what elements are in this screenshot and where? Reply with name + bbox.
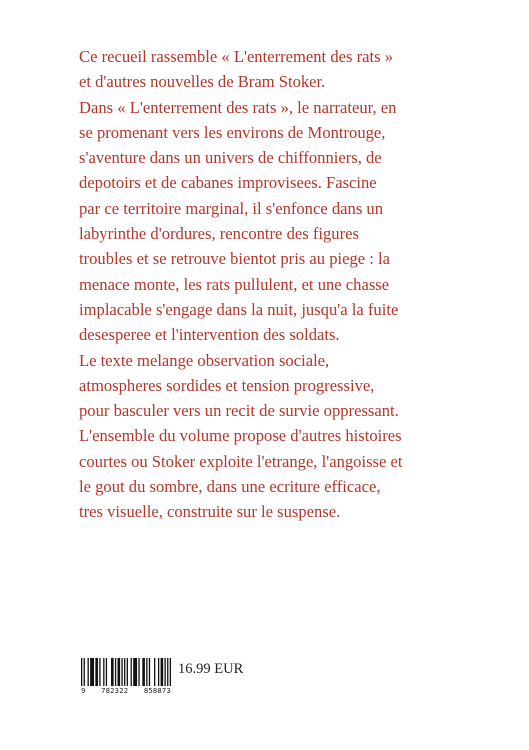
blurb-line: le gout du sombre, dans une ecriture efficace,: [79, 477, 381, 497]
barcode-bar: [149, 658, 150, 686]
barcode-digits: [81, 686, 171, 696]
barcode-bar: [106, 658, 107, 686]
blurb-line: pour basculer vers un recit de survie oppressant.: [79, 401, 399, 421]
isbn-barcode: [81, 658, 171, 694]
barcode-bar: [138, 658, 139, 686]
barcode-bar: [146, 658, 147, 686]
barcode-bar: [84, 658, 85, 686]
barcode-bar: [133, 658, 137, 686]
barcode-bar: [88, 658, 89, 686]
blurb-line: depotoirs et de cabanes improvisees. Fascine: [79, 173, 377, 193]
barcode-digit-first: 9: [81, 686, 86, 695]
blurb-line: tres visuelle, construite sur le suspense.: [79, 502, 341, 522]
blurb-line: et d'autres nouvelles de Bram Stoker.: [79, 72, 326, 92]
barcode-bar: [164, 658, 165, 686]
barcode-bar: [127, 658, 128, 686]
blurb-line: labyrinthe d'ordures, rencontre des figures: [79, 224, 359, 244]
blurb-line: atmospheres sordides et tension progressive,: [79, 375, 375, 395]
blurb-line: courtes ou Stoker exploite l'etrange, l'angoisse et: [79, 451, 403, 471]
barcode-bar: [131, 658, 132, 686]
barcode-bar: [103, 658, 104, 686]
barcode-bar: [115, 658, 116, 686]
barcode-digit-group-2: 858873: [143, 686, 171, 695]
barcode-digit-group-1: 782322: [101, 686, 129, 695]
barcode-bar: [158, 658, 159, 686]
barcode-bar: [99, 658, 100, 686]
blurb-line: par ce territoire marginal, il s'enfonce dans un: [79, 198, 384, 218]
barcode-bars: [81, 658, 171, 686]
barcode-bar: [142, 658, 145, 686]
blurb-line: Le texte melange observation sociale,: [79, 350, 330, 370]
barcode-bar: [90, 658, 94, 686]
blurb-line: Dans « L'enterrement des rats », le narrateur, en: [79, 97, 397, 117]
blurb-line: L'ensemble du volume propose d'autres histoires: [79, 426, 402, 446]
blurb-line: se promenant vers les environs de Montrouge,: [79, 122, 386, 142]
barcode-bar: [95, 658, 98, 686]
blurb-line: s'aventure dans un univers de chiffonniers, de: [79, 148, 382, 168]
barcode-bar: [170, 658, 171, 686]
blurb-line: menace monte, les rats pullulent, et une chasse: [79, 274, 390, 294]
barcode-bar: [154, 658, 155, 686]
blurb-line: troubles et se retrouve bientot pris au piege : la: [79, 249, 391, 269]
blurb-line: implacable s'engage dans la nuit, jusqu'a la fuite: [79, 299, 399, 319]
barcode-bar: [81, 658, 82, 686]
back-cover-blurb: [79, 44, 509, 525]
barcode-bar: [111, 658, 114, 686]
blurb-line: Ce recueil rassemble « L'enterrement des rats »: [79, 47, 393, 66]
price-label: 16.99 EUR: [178, 661, 244, 677]
barcode-bar: [118, 658, 121, 686]
barcode-bar: [121, 658, 122, 686]
barcode-bar: [161, 658, 164, 686]
blurb-line: desesperee et l'intervention des soldats.: [79, 325, 340, 345]
barcode-bar: [124, 658, 125, 686]
barcode-bar: [167, 658, 168, 686]
